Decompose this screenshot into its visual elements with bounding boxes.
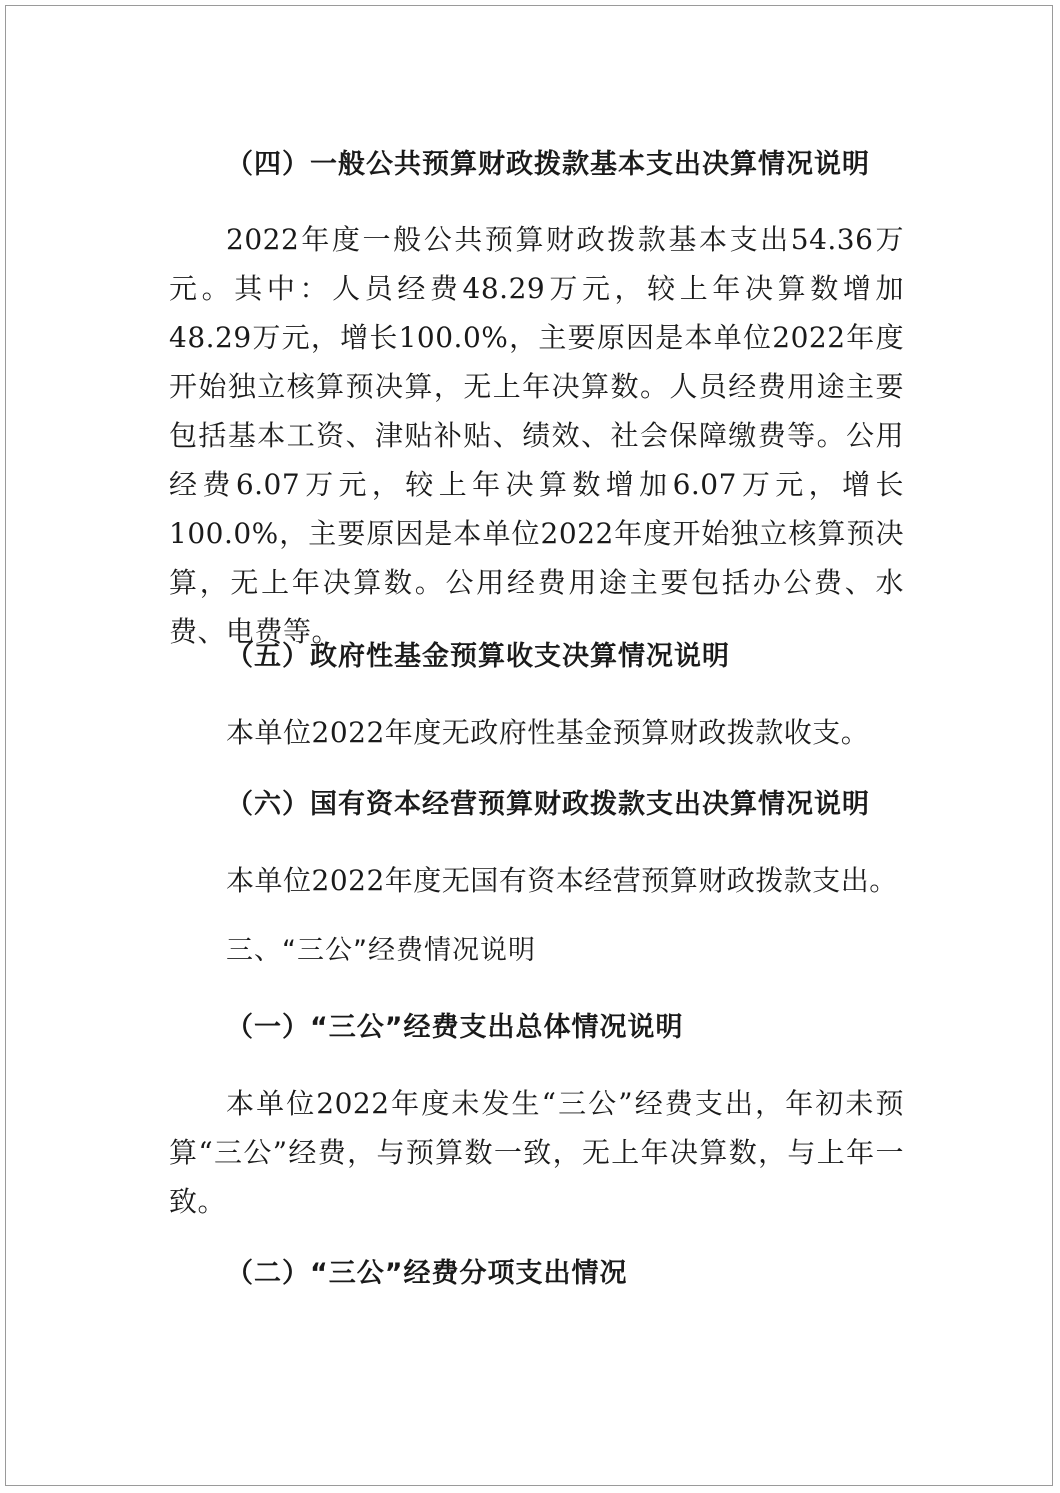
document-page <box>5 5 1053 1486</box>
section-three-public-expenses: 三、“三公”经费情况说明 <box>226 935 536 966</box>
paragraph-state-capital: 本单位2022年度无国有资本经营预算财政拨款支出。 <box>226 864 898 897</box>
heading-state-capital: （六）国有资本经营预算财政拨款支出决算情况说明 <box>226 789 870 820</box>
paragraph-three-public-overall: 本单位2022年度未发生“三公”经费支出，年初未预算“三公”经费，与预算数一致，无上年决算数，与上年一致。 <box>169 1087 904 1218</box>
heading-three-public-itemized: （二）“三公”经费分项支出情况 <box>226 1258 628 1289</box>
heading-government-fund: （五）政府性基金预算收支决算情况说明 <box>226 641 730 672</box>
paragraph-basic-expenditure: 2022年度一般公共预算财政拨款基本支出54.36万元。其中：人员经费48.29万元，较上年决算数增加48.29万元，增长100.0%，主要原因是本单位2022年度开始独立核算预决算，无上年决算数。人员经费用途主要包括基本工资、津贴补贴、绩效、社会保障缴费等。公用经费6.07万元，较上年决算数增加6.07万元，增长100.0%，主要原因是本单位2022年度开始独立核算预决算，无上年决算数。公用经费用途主要包括办公费、水费、电费等。 <box>169 223 904 648</box>
heading-basic-expenditure: （四）一般公共预算财政拨款基本支出决算情况说明 <box>226 149 870 180</box>
heading-three-public-overall: （一）“三公”经费支出总体情况说明 <box>226 1012 684 1043</box>
paragraph-government-fund: 本单位2022年度无政府性基金预算财政拨款收支。 <box>226 716 870 749</box>
